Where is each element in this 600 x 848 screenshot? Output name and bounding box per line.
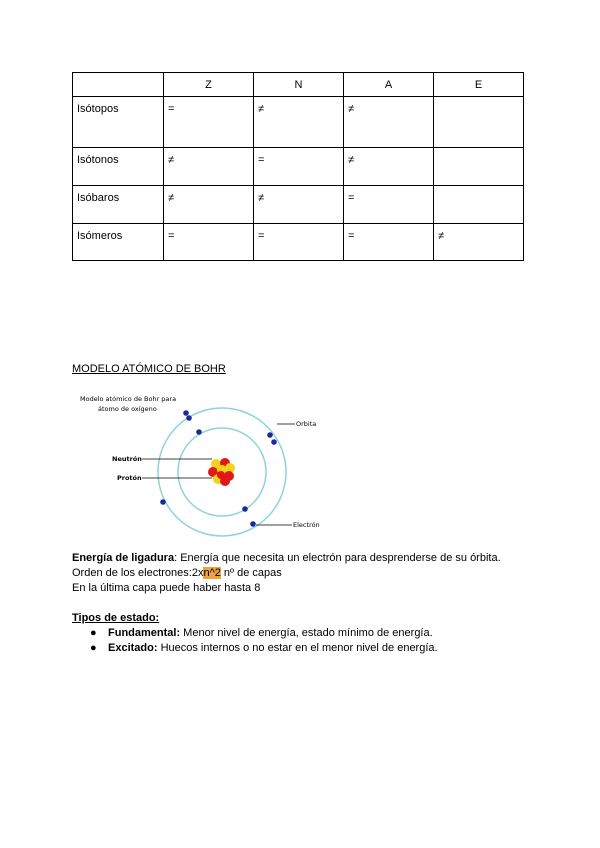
table-row-label: Isómeros	[73, 224, 164, 261]
table-cell: ≠	[254, 186, 344, 224]
bullet: ●	[90, 642, 97, 654]
table-cell: ≠	[164, 148, 254, 186]
orden-highlight: n^2	[203, 567, 221, 579]
table-cell: =	[254, 224, 344, 261]
table-row-label: Isótopos	[73, 97, 164, 148]
estado-text: Huecos internos o no estar en el menor nivel de energía.	[157, 642, 438, 654]
energia-line	[72, 551, 501, 566]
list-item	[72, 626, 438, 641]
table-row-label: Isóbaros	[73, 186, 164, 224]
energia-text: : Energía que necesita un electrón para desprenderse de su órbita.	[174, 552, 501, 564]
estado-term: Excitado:	[108, 642, 158, 654]
table-row-label: Isótonos	[73, 148, 164, 186]
label-orbita: Orbita	[296, 420, 317, 428]
table-row	[73, 148, 524, 186]
table-header-cell: A	[344, 73, 434, 97]
table-row	[73, 224, 524, 261]
estados-list	[72, 626, 438, 656]
orden-post: nº de capas	[220, 567, 282, 579]
table-cell	[434, 148, 524, 186]
label-neutron: Neutrón	[112, 455, 142, 463]
table-cell: ≠	[434, 224, 524, 261]
estados-title: Tipos de estado:	[72, 612, 160, 624]
table-cell: ≠	[254, 97, 344, 148]
table-header-row	[73, 73, 524, 97]
table-cell	[434, 186, 524, 224]
table-header-cell: E	[434, 73, 524, 97]
table-header-cell: Z	[164, 73, 254, 97]
ultima-line: En la última capa puede haber hasta 8	[72, 582, 261, 594]
estado-text: Menor nivel de energía, estado mínimo de energía.	[180, 627, 433, 639]
table-cell: =	[164, 224, 254, 261]
diagram-caption-line2: átomo de oxígeno	[98, 405, 157, 413]
orden-pre: Orden de los electrones:2x	[72, 567, 204, 579]
table-cell: =	[344, 224, 434, 261]
table-header-cell: N	[254, 73, 344, 97]
energia-term: Energía de ligadura	[72, 552, 175, 564]
bullet: ●	[90, 627, 97, 639]
table-cell: =	[254, 148, 344, 186]
table-row	[73, 97, 524, 148]
table-cell	[434, 97, 524, 148]
table-cell: ≠	[344, 148, 434, 186]
label-proton: Protón	[117, 474, 142, 482]
table-row	[73, 186, 524, 224]
label-electron: Electrón	[293, 521, 320, 529]
table-cell: ≠	[344, 97, 434, 148]
bohr-heading: MODELO ATÓMICO DE BOHR	[72, 363, 226, 375]
diagram-caption-line1: Modelo atómico de Bohr para	[80, 395, 177, 403]
estado-term: Fundamental:	[108, 627, 181, 639]
orden-line	[72, 566, 282, 581]
isotope-table	[72, 72, 524, 261]
table-cell: =	[164, 97, 254, 148]
table-cell: ≠	[164, 186, 254, 224]
bohr-atom-diagram	[72, 390, 342, 540]
table-header-cell	[73, 73, 164, 97]
list-item	[72, 641, 438, 656]
table-cell: =	[344, 186, 434, 224]
nucleus	[208, 458, 235, 486]
